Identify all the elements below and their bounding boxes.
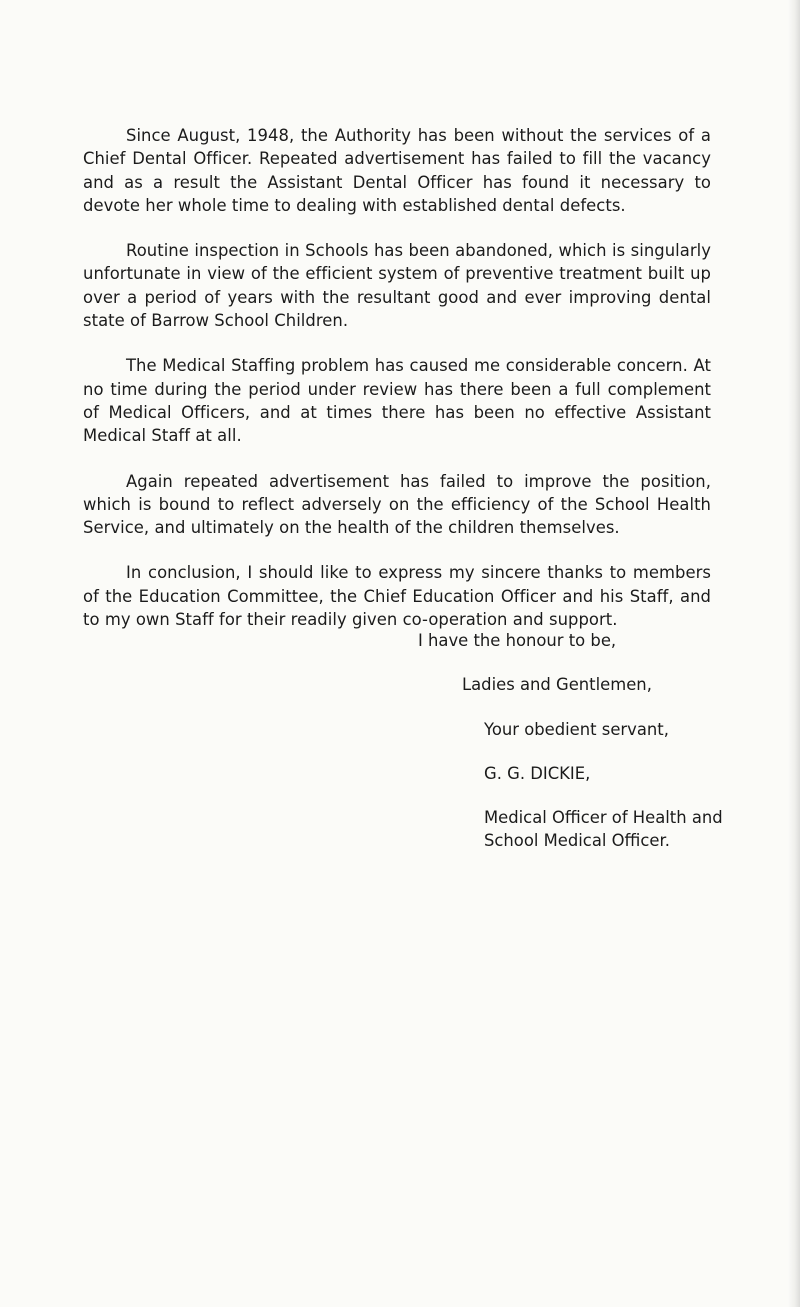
signatory-title-line2: School Medical Officer.: [484, 831, 670, 851]
signatory-name: G. G. DICKIE,: [484, 763, 591, 783]
closing-block: [418, 629, 738, 853]
paragraph-advertisement: Again repeated advertisement has failed to improve the position, which is bound to reflect adversely on the efficiency of the School Health Service, and ultimately on the health of the children themselves.: [83, 471, 711, 538]
paragraph-routine-inspection: Routine inspection in Schools has been abandoned, which is singularly unfortunate in view of the efficient system of preventive treatment built up over a period of years with the resultant good and ever improving dental state of Barrow School Children.: [83, 241, 711, 331]
paragraph-medical-staffing: The Medical Staffing problem has caused me considerable concern. At no time during the period under review has there been a full complement of Medical Officers, and at times there has been no effective Assistant Medical Staff at all.: [83, 356, 711, 446]
paragraph-conclusion: In conclusion, I should like to express my sincere thanks to members of the Education Committee, the Chief Education Officer and his Staff, and to my own Staff for their readily given co-operation and support.: [83, 563, 711, 630]
paragraph-dental-officer: Since August, 1948, the Authority has been without the services of a Chief Dental Officer. Repeated advertisement has failed to fill the vacancy and as a result the Assistant Dental Officer has found it necessary to devote her whole time to dealing with established dental defects.: [83, 126, 711, 215]
report-body: [83, 124, 711, 653]
page-edge-shadow: [788, 0, 800, 1307]
signatory-title-line1: Medical Officer of Health and: [484, 808, 723, 828]
closing-salutation: Ladies and Gentlemen,: [462, 675, 652, 695]
closing-honour: I have the honour to be,: [418, 631, 617, 650]
closing-servant: Your obedient servant,: [484, 719, 669, 739]
